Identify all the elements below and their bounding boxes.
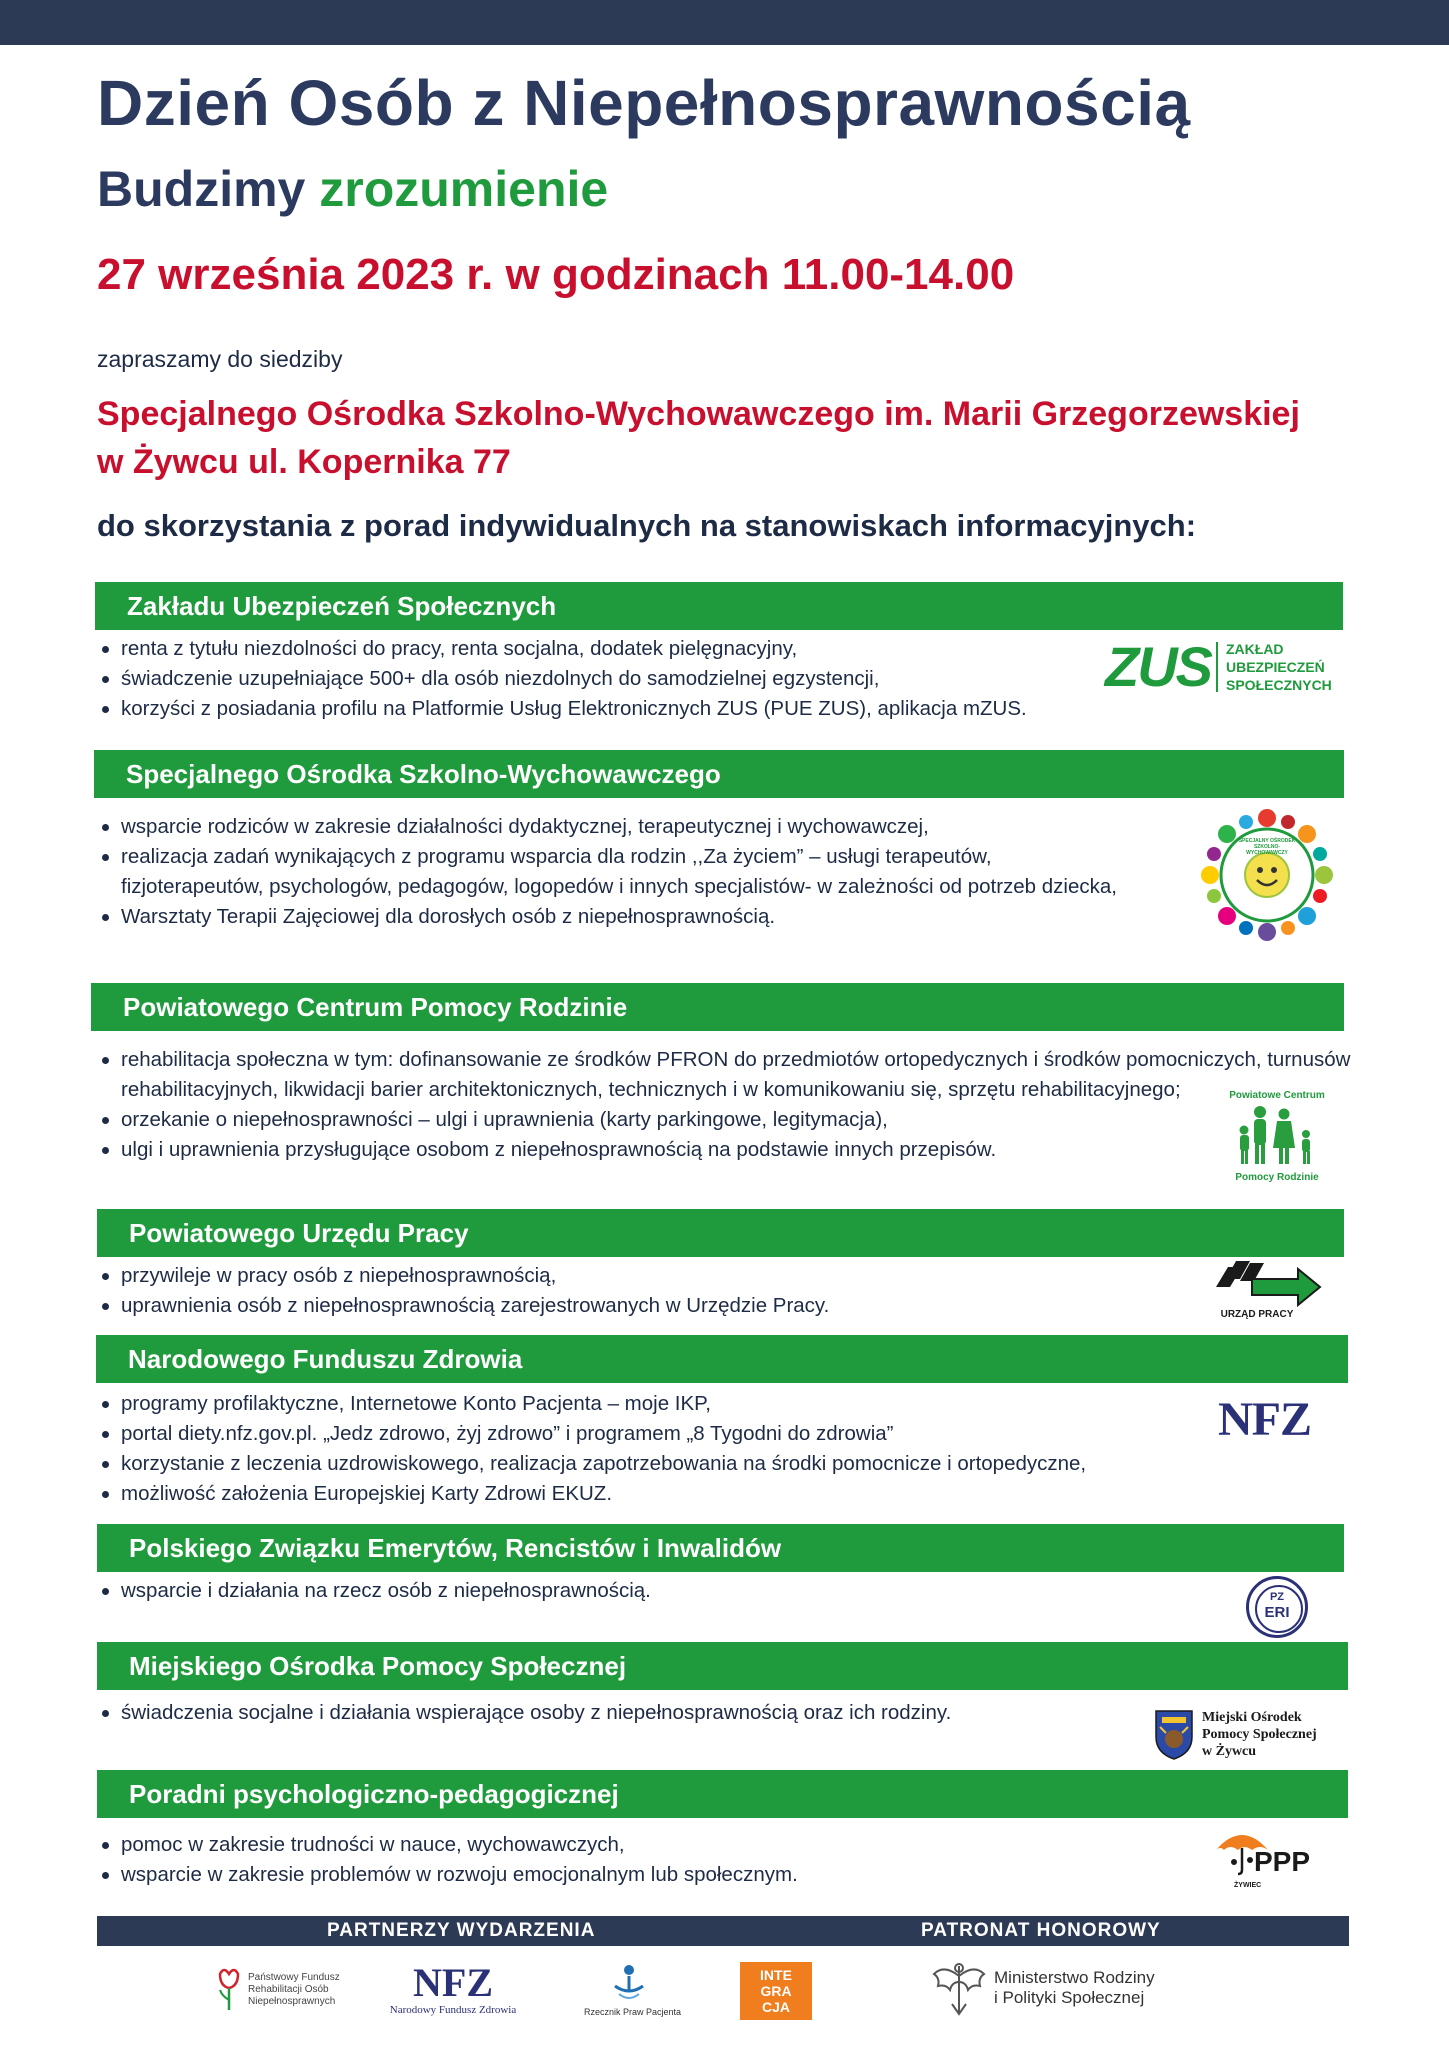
pcpr-top-text: Powiatowe Centrum — [1229, 1090, 1325, 1101]
section-title: Powiatowego Centrum Pomocy Rodzinie — [91, 983, 1344, 1031]
ministry-name-line: Ministerstwo Rodziny — [994, 1968, 1155, 1987]
section-title: Miejskiego Ośrodka Pomocy Społecznej — [97, 1642, 1348, 1690]
pfron-tulip-icon — [216, 1966, 242, 2012]
pcpr-bottom-text: Pomocy Rodzinie — [1235, 1172, 1319, 1183]
section-title: Polskiego Związku Emerytów, Rencistów i Inwalidów — [97, 1524, 1344, 1572]
section-title: Powiatowego Urzędu Pracy — [97, 1209, 1344, 1257]
nfz-footer-logo — [388, 1962, 518, 2022]
zus-name — [1226, 640, 1332, 694]
list-item: przywileje w pracy osób z niepełnosprawnością, — [121, 1261, 1121, 1291]
venue-line-2: w Żywcu ul. Kopernika 77 — [97, 443, 511, 481]
subtitle-part-2: zrozumienie — [319, 161, 609, 217]
ppp-mark: PPP — [1254, 1846, 1311, 1877]
ministry-name-line: i Polityki Społecznej — [994, 1988, 1145, 2007]
subtitle-part-1: Budzimy — [97, 161, 306, 217]
section-list — [97, 1830, 1121, 1890]
integracja-logo — [740, 1962, 812, 2020]
zus-logo — [1100, 632, 1340, 702]
sosw-logo — [1200, 808, 1334, 942]
section-title: Zakładu Ubezpieczeń Społecznych — [95, 582, 1343, 630]
ministry-logo — [930, 1960, 1200, 2022]
pfron-name-line: Niepełnosprawnych — [248, 1996, 336, 2007]
section-list — [97, 1045, 1381, 1165]
nfz-footer-mark: NFZ — [413, 1960, 493, 2005]
pzeri-line-2: ERI — [1264, 1604, 1290, 1621]
mops-name-line: w Żywcu — [1202, 1744, 1257, 1759]
rpp-icon — [609, 1962, 649, 2002]
page-subtitle — [97, 160, 608, 218]
list-item: korzystanie z leczenia uzdrowiskowego, realizacja zapotrzebowania na środki pomocnicze i ortopedyczne, — [121, 1449, 1221, 1479]
list-item: programy profilaktyczne, Internetowe Konto Pacjenta – moje IKP, — [121, 1389, 1221, 1419]
mops-name-line: Pomocy Społecznej — [1202, 1727, 1317, 1742]
section-list — [97, 1698, 1221, 1728]
venue — [97, 390, 1300, 486]
list-item: możliwość założenia Europejskiej Karty Zdrowi EKUZ. — [121, 1479, 1221, 1509]
zus-name-line: SPOŁECZNYCH — [1226, 677, 1332, 693]
pup-logo — [1212, 1257, 1324, 1325]
integracja-line: INTE — [760, 1967, 792, 1983]
mops-name-line: Miejski Ośrodek — [1202, 1710, 1302, 1725]
mops-name — [1202, 1709, 1317, 1760]
pzeri-line-1: PZ — [1269, 1591, 1285, 1603]
integracja-line: GRA — [760, 1983, 792, 1999]
pup-arrow-icon — [1212, 1257, 1324, 1309]
pcpr-logo — [1222, 1088, 1332, 1188]
pfron-logo — [216, 1966, 366, 2018]
page-title: Dzień Osób z Niepełnosprawnością — [97, 67, 1191, 139]
section-list — [97, 1576, 1121, 1606]
nfz-mark: NFZ — [1218, 1393, 1311, 1446]
zus-name-line: UBEZPIECZEŃ — [1226, 659, 1325, 675]
list-item: ulgi i uprawnienia przysługujące osobom z niepełnosprawnością na podstawie innych przepisów. — [121, 1135, 1381, 1165]
list-item-text: rehabilitacja społeczna w tym: dofinansowanie ze środków PFRON do przedmiotów ortopedycznych i środków pomocniczych, turnusów rehabilitacyjnych, likwidacji barier architektonicznych, technicznych i w komunikowaniu się, sprzętu rehabilitacyjnego; — [121, 1048, 1351, 1101]
section-title: Poradni psychologiczno-pedagogicznej — [97, 1770, 1348, 1818]
sosw-ring-text: SPECJALNY OŚRODEK SZKOLNO-WYCHOWAWCZY — [1238, 838, 1296, 856]
list-item: świadczenia socjalne i działania wspierające osoby z niepełnosprawnością oraz ich rodziny. — [121, 1698, 1221, 1728]
section-title: Specjalnego Ośrodka Szkolno-Wychowawczego — [94, 750, 1344, 798]
sosw-flower-icon — [1200, 808, 1334, 942]
list-item: uprawnienia osób z niepełnosprawnością zarejestrowanych w Urzędzie Pracy. — [121, 1291, 1121, 1321]
list-item: Warsztaty Terapii Zajęciowej dla dorosłych osób z niepełnosprawnością. — [121, 902, 1131, 932]
invite-text: zapraszamy do siedziby — [97, 346, 343, 372]
list-item: realizacja zadań wynikających z programu wsparcia dla rodzin ,,Za życiem” – usługi terapeutów, fizjoterapeutów, psychologów, pedagogów, logopedów i innych specjalistów- w zależności od potrzeb dziecka, — [121, 842, 1131, 902]
integracja-line: CJA — [761, 1999, 790, 2015]
event-date: 27 września 2023 r. w godzinach 11.00-14.00 — [97, 250, 1015, 299]
coat-of-arms-icon — [1152, 1707, 1196, 1761]
mops-logo — [1152, 1707, 1352, 1767]
ministry-name — [994, 1968, 1155, 2008]
eagle-icon — [930, 1960, 988, 2020]
top-bar — [0, 0, 1449, 45]
section-list — [97, 1261, 1121, 1321]
venue-line-1: Specjalnego Ośrodka Szkolno-Wychowawczego im. Marii Grzegorzewskiej — [97, 395, 1300, 433]
ppp-logo — [1212, 1826, 1332, 1896]
pfron-name — [248, 1972, 340, 2008]
zus-mark: ZUS — [1105, 635, 1211, 698]
patronage-label: PATRONAT HONOROWY — [921, 1920, 1161, 1941]
list-item: korzyści z posiadania profilu na Platformie Usług Elektronicznych ZUS (PUE ZUS), aplikacja mZUS. — [121, 694, 1121, 724]
section-list — [97, 812, 1131, 932]
list-item: wsparcie w zakresie problemów w rozwoju emocjonalnym lub społecznym. — [121, 1860, 1121, 1890]
list-item: portal diety.nfz.gov.pl. „Jedz zdrowo, żyj zdrowo” i programem „8 Tygodni do zdrowia” — [121, 1419, 1221, 1449]
list-item: renta z tytułu niezdolności do pracy, renta socjalna, dodatek pielęgnacyjny, — [121, 634, 1121, 664]
zus-divider — [1216, 642, 1218, 692]
intro-text: do skorzystania z porad indywidualnych na stanowiskach informacyjnych: — [97, 508, 1197, 543]
rpp-caption: Rzecznik Praw Pacjenta — [584, 2007, 682, 2017]
pzeri-logo — [1246, 1576, 1308, 1638]
list-item — [121, 1045, 1381, 1105]
section-list — [97, 634, 1121, 724]
list-item: świadczenie uzupełniające 500+ dla osób niezdolnych do samodzielnej egzystencji, — [121, 664, 1121, 694]
partners-label: PARTNERZY WYDARZENIA — [327, 1920, 596, 1941]
nfz-logo — [1218, 1395, 1328, 1445]
pup-label: URZĄD PRACY — [1220, 1309, 1294, 1320]
rpp-logo — [584, 1962, 682, 2022]
footer-bar — [97, 1916, 1349, 1946]
list-item: pomoc w zakresie trudności w nauce, wychowawczych, — [121, 1830, 1121, 1860]
section-title: Narodowego Funduszu Zdrowia — [96, 1335, 1348, 1383]
zus-name-line: ZAKŁAD — [1226, 641, 1284, 657]
list-item: wsparcie rodziców w zakresie działalności dydaktycznej, terapeutycznej i wychowawczej, — [121, 812, 1131, 842]
section-list — [97, 1389, 1221, 1509]
nfz-footer-caption: Narodowy Fundusz Zdrowia — [389, 2004, 517, 2016]
ppp-sub: ŻYWIEC — [1234, 1882, 1262, 1889]
pfron-name-line: Państwowy Fundusz — [248, 1972, 340, 1983]
pfron-name-line: Rehabilitacji Osób — [248, 1984, 329, 1995]
list-item: wsparcie i działania na rzecz osób z niepełnosprawnością. — [121, 1576, 1121, 1606]
family-icon — [1222, 1104, 1332, 1168]
list-item: orzekanie o niepełnosprawności – ulgi i uprawnienia (karty parkingowe, legitymacja), — [121, 1105, 1381, 1135]
